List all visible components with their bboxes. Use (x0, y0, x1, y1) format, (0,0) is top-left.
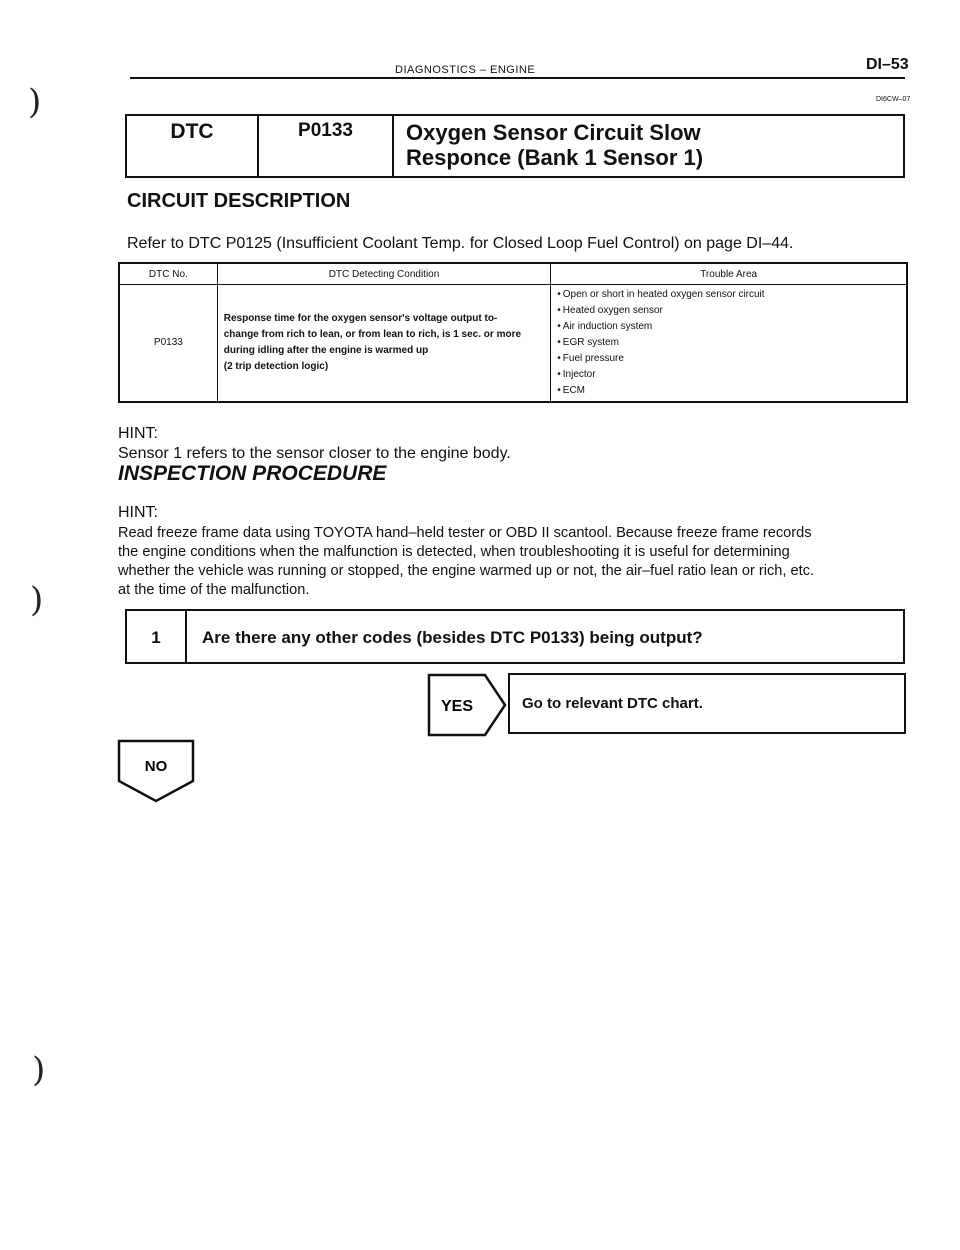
trouble-area-cell (551, 285, 907, 403)
yes-result-text: Go to relevant DTC chart. (522, 695, 703, 712)
column-header-trouble-area: Trouble Area (551, 263, 907, 285)
inspection-hint-label: HINT: (118, 504, 158, 521)
table-header-row (119, 263, 907, 285)
hint-text: Sensor 1 refers to the sensor closer to the engine body. (118, 445, 511, 462)
step-box (125, 609, 905, 664)
table-row (119, 285, 907, 403)
yes-badge (427, 673, 509, 742)
page-number: DI–53 (866, 56, 909, 73)
condition-cell (217, 285, 551, 403)
list-item: • Heated oxygen sensor (557, 303, 900, 319)
header-rule (130, 77, 905, 79)
dtc-title-box (125, 114, 905, 178)
condition-line: change from rich to lean, or from lean to rich, is 1 sec. or more (223, 329, 522, 340)
list-item: • EGR system (557, 335, 900, 351)
list-item: • Open or short in heated oxygen sensor circuit (557, 287, 900, 303)
step-question: Are there any other codes (besides DTC P0133) being output? (202, 628, 703, 647)
list-item: • Fuel pressure (557, 351, 900, 367)
no-arrow-icon (117, 739, 195, 803)
dtc-label: DTC (127, 116, 259, 176)
list-item: • Air induction system (557, 319, 900, 335)
condition-line: (2 trip detection logic) (223, 361, 329, 372)
no-label: NO (144, 758, 168, 775)
inspection-procedure-heading: INSPECTION PROCEDURE (118, 462, 387, 485)
trouble-area-list (557, 287, 900, 399)
list-item: • ECM (557, 383, 900, 399)
document-code: DI6CW–07 (876, 96, 911, 103)
header-title: DIAGNOSTICS – ENGINE (395, 64, 536, 76)
dtc-number-cell: P0133 (119, 285, 217, 403)
inspection-hint-text (118, 524, 918, 600)
dtc-title-line1: Oxygen Sensor Circuit Slow (406, 120, 701, 145)
circuit-description-text: Refer to DTC P0125 (Insufficient Coolant Temp. for Closed Loop Fuel Control) on page DI–44. (127, 235, 794, 252)
column-header-condition: DTC Detecting Condition (217, 263, 551, 285)
column-header-dtc-no: DTC No. (119, 263, 217, 285)
inspection-line: Read freeze frame data using TOYOTA hand–held tester or OBD II scantool. Because freeze frame records (118, 525, 812, 541)
inspection-line: whether the vehicle was running or stopped, the engine warmed up or not, the air–fuel ratio lean or rich, etc. (118, 563, 815, 579)
inspection-line: at the time of the malfunction. (118, 582, 310, 598)
margin-mark: ) (32, 1050, 46, 1090)
yes-label: YES (440, 698, 474, 715)
dtc-title (394, 116, 903, 176)
list-item: • Injector (557, 367, 900, 383)
yes-result-box (508, 673, 906, 734)
margin-mark: ) (28, 82, 42, 122)
step-number: 1 (127, 611, 187, 662)
yes-arrow-icon (427, 673, 509, 737)
condition-line: Response time for the oxygen sensor's voltage output to- (223, 313, 498, 324)
dtc-code: P0133 (259, 116, 394, 176)
margin-mark: ) (30, 580, 44, 620)
dtc-table (118, 262, 908, 403)
dtc-title-line2: Responce (Bank 1 Sensor 1) (406, 145, 704, 170)
no-badge (117, 739, 195, 808)
condition-line: during idling after the engine is warmed up (223, 345, 429, 356)
hint-label: HINT: (118, 425, 158, 442)
circuit-description-heading: CIRCUIT DESCRIPTION (127, 190, 351, 212)
inspection-line: the engine conditions when the malfunction is detected, when troubleshooting it is useful for determining (118, 544, 790, 560)
